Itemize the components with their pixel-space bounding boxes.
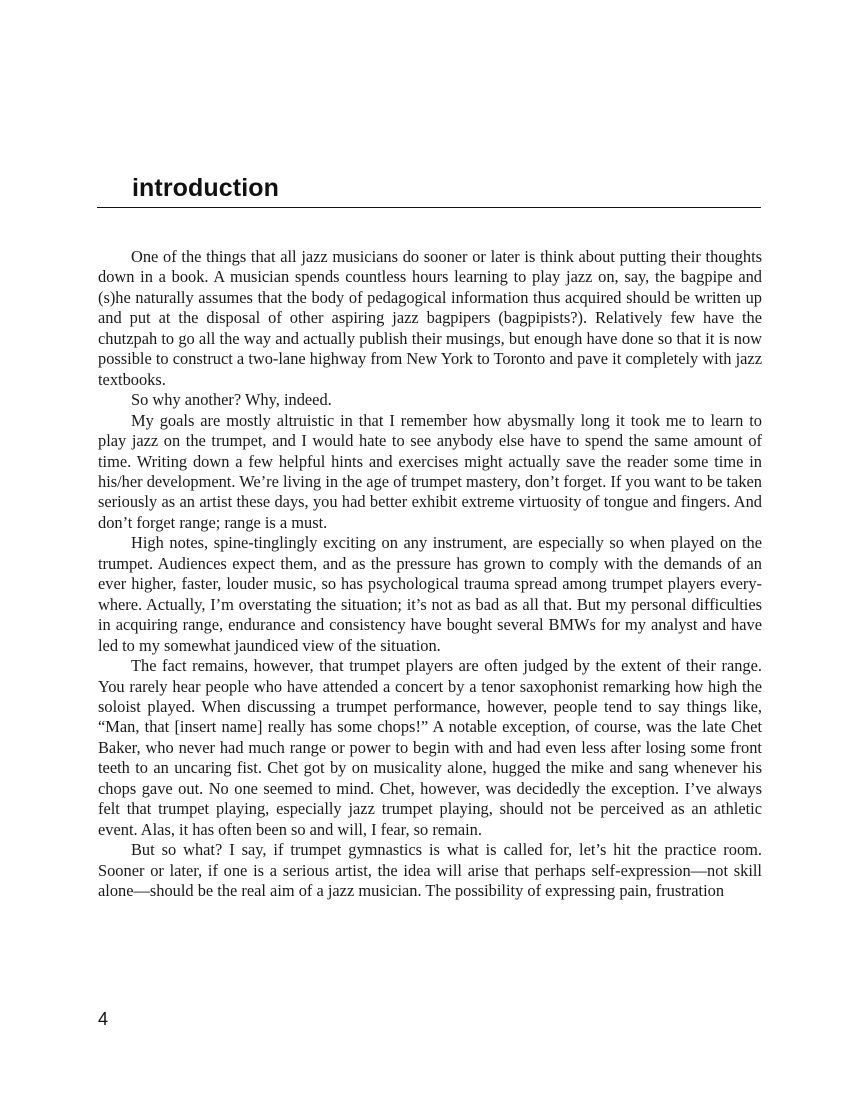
- chapter-heading: introduction: [132, 174, 280, 202]
- paragraph: But so what? I say, if trumpet gymnastics is what is called for, let’s hit the practice room. Sooner or later, if one is a serious artist, the idea will arise that perhaps self-expression—not skill alone—should be the real aim of a jazz musician. The possibility of expressing pain, frustration: [98, 840, 762, 901]
- heading-rule: [97, 207, 761, 208]
- paragraph: So why another? Why, indeed.: [131, 390, 332, 410]
- paragraph: My goals are mostly altruistic in that I remember how abysmally long it took me to learn to play jazz on the trumpet, and I would hate to see anybody else have to spend the same amount of time. Writing down a few helpful hints and exercises might actually save the reader some time in his/her development. We’re living in the age of trumpet mastery, don’t forget. If you want to be taken seriously as an artist these days, you had better exhibit extreme virtuosity of tongue and fingers. And don’t forget range; range is a must.: [98, 410, 762, 532]
- paragraph: High notes, spine-tinglingly exciting on any instrument, are especially so when played on the trumpet. Audiences expect them, and as the pressure has grown to comply with the demands of an ever higher, faster, louder music, so has psychological trauma spread among trumpet players everywhere. Actually, I’m overstating the situation; it’s not as bad as all that. But my personal difficulties in acquiring range, endurance and consistency have bought several BMWs for my analyst and have led to my somewhat jaundiced view of the situation.: [98, 533, 762, 655]
- page-number: 4: [98, 1009, 109, 1029]
- paragraph: One of the things that all jazz musicians do sooner or later is think about putting their thoughts down in a book. A musician spends countless hours learning to play jazz on, say, the bagpipe and (s)he naturally assumes that the body of pedagogical information thus acquired should be written up and put at the disposal of other aspiring jazz bagpipers (bagpipists?). Relatively few have the chutzpah to go all the way and actually publish their musings, but enough have done so that it is now possible to construct a two-lane highway from New York to Toronto and pave it completely with jazz textbooks.: [98, 247, 762, 389]
- paragraph: The fact remains, however, that trumpet players are often judged by the extent of their range. You rarely hear people who have attended a concert by a tenor saxophonist remarking how high the soloist played. When discussing a trumpet performance, however, people tend to say things like, “Man, that [insert name] really has some chops!” A notable exception, of course, was the late Chet Baker, who never had much range or power to begin with and had even less after losing some front teeth to an uncaring fist. Chet got by on musicality alone, hugged the mike and sang whenever his chops gave out. No one seemed to mind. Chet, however, was decidedly the exception. I’ve always felt that trumpet playing, especially jazz trumpet playing, should not be perceived as an athletic event. Alas, it has often been so and will, I fear, so remain.: [98, 656, 762, 839]
- body-text: [98, 247, 762, 902]
